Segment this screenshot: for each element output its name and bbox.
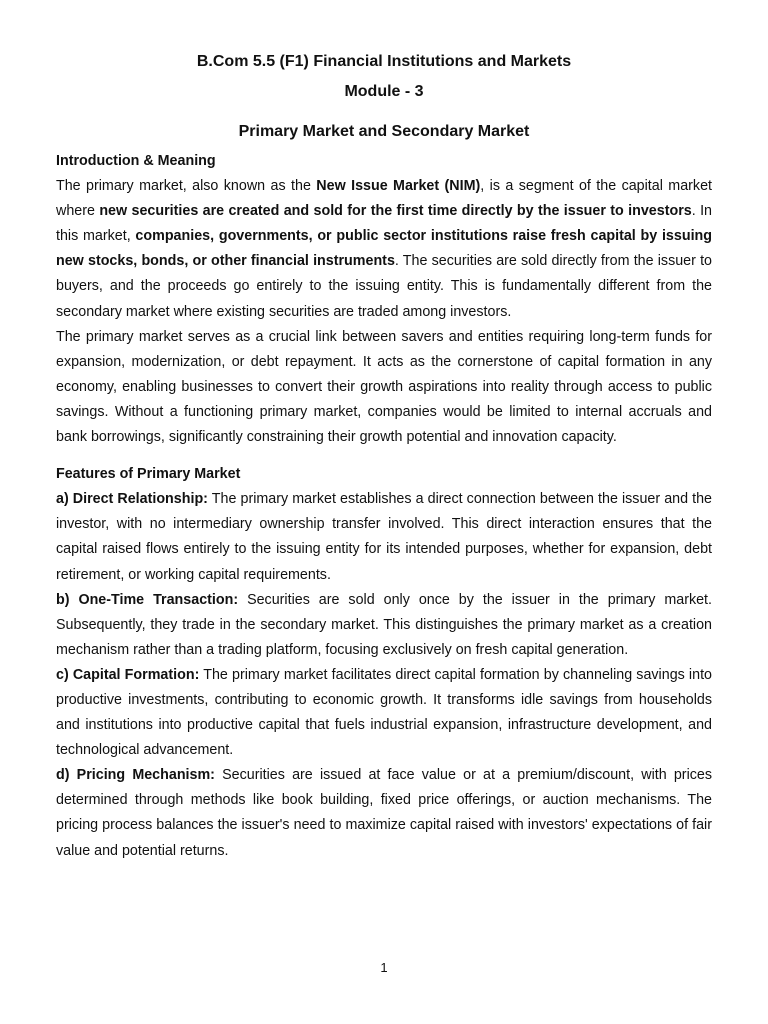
page-title: Primary Market and Secondary Market bbox=[238, 123, 530, 140]
intro-paragraph-1 bbox=[56, 174, 712, 325]
intro-p1-bold-1: New Issue Market (NIM) bbox=[316, 178, 481, 195]
feature-item bbox=[56, 763, 712, 863]
course-title: B.Com 5.5 (F1) Financial Institutions and Markets bbox=[196, 53, 572, 70]
feature-label: c) Capital Formation: bbox=[56, 666, 200, 683]
feature-item bbox=[56, 663, 712, 763]
feature-text: The primary market facilitates direct capital formation by channeling savings into productive investments, contributing to economic growth. It transforms idle savings from households and institutions into productive capital that fuels industrial expansion, infrastructure development, and technological advancement. bbox=[56, 666, 712, 759]
intro-heading: Introduction & Meaning bbox=[56, 153, 216, 169]
feature-item bbox=[56, 487, 712, 587]
intro-p1-text-3: . In this market, bbox=[56, 203, 712, 245]
features-heading: Features of Primary Market bbox=[56, 466, 241, 483]
feature-text: Securities are sold only once by the issuer in the primary market. Subsequently, they trade in the secondary market. This distinguishes the primary market as a creation mechanism rather than a trading platform, focusing exclusively on fresh capital generation. bbox=[56, 591, 712, 658]
intro-p1-bold-2: new securities are created and sold for the first time directly by the issuer to investors bbox=[99, 203, 692, 220]
feature-text: The primary market establishes a direct connection between the issuer and the investor, with no intermediary ownership transfer involved. This direct interaction ensures that the capital raised flows entirely to the issuing entity for its intended purposes, whether for expansion, debt retirement, or working capital requirements. bbox=[56, 491, 713, 583]
module-title: Module - 3 bbox=[344, 83, 424, 100]
intro-p1-text-2: , is a segment of the capital market where bbox=[56, 178, 712, 220]
feature-label: a) Direct Relationship: bbox=[56, 491, 208, 508]
intro-paragraph-2: The primary market serves as a crucial link between savers and entities requiring long-term funds for expansion, modernization, or debt repayment. It acts as the cornerstone of capital formation in any economy, enabling businesses to convert their growth aspirations into reality through access to public savings. Without a functioning primary market, companies would be limited to internal accruals and bank borrowings, significantly constraining their growth potential and innovation capacity. bbox=[56, 328, 712, 446]
document-page bbox=[56, 50, 712, 864]
page-number: 1 bbox=[380, 960, 388, 975]
feature-text: Securities are issued at face value or at a premium/discount, with prices determined through methods like book building, fixed price offerings, or auction mechanisms. The pricing process balances the issuer's need to maximize capital raised with investors' expectations of fair value and potential returns. bbox=[56, 767, 712, 859]
feature-label: b) One-Time Transaction: bbox=[56, 591, 239, 608]
intro-p1-text-4: . The securities are sold directly from the issuer to buyers, and the proceeds go entirely to the issuing entity. This is fundamentally different from the secondary market where existing securities are traded among investors. bbox=[56, 253, 712, 320]
feature-item bbox=[56, 588, 712, 663]
feature-label: d) Pricing Mechanism: bbox=[56, 767, 215, 784]
intro-p1-text-1: The primary market, also known as the bbox=[56, 178, 317, 195]
intro-p1-bold-3: companies, governments, or public sector institutions raise fresh capital by issuing new stocks, bonds, or other financial instruments bbox=[56, 228, 713, 270]
